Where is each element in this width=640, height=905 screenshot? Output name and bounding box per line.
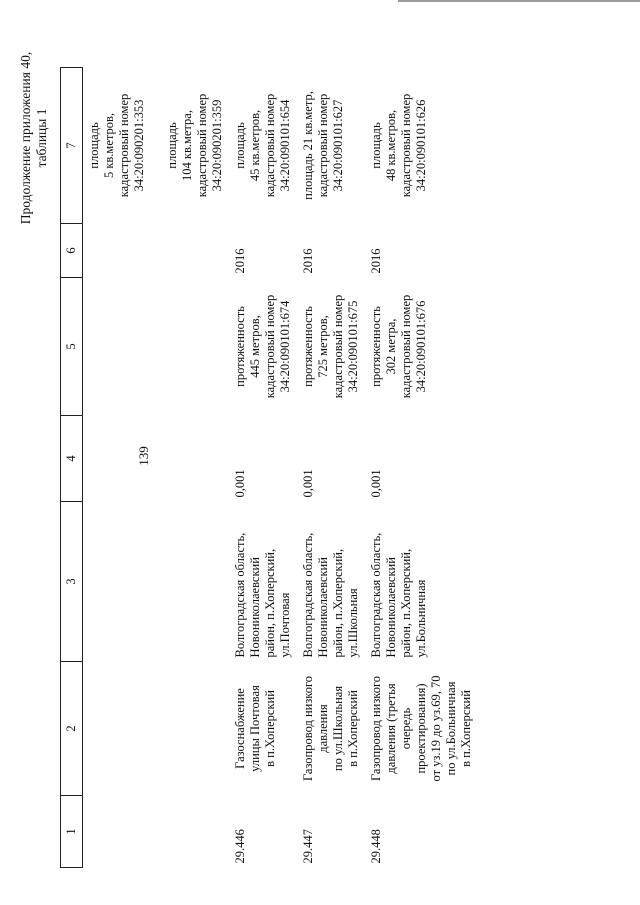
table-row xyxy=(229,68,297,868)
object-address xyxy=(229,502,297,662)
text-line: кадастровый номер xyxy=(263,93,277,198)
row-number: 29.447 xyxy=(301,829,315,864)
header-row xyxy=(61,68,83,868)
object-length xyxy=(365,278,478,416)
object-year: 2016 xyxy=(369,248,383,274)
text-line: Газопровод низкого xyxy=(301,675,315,782)
caption xyxy=(18,8,50,268)
text-line: 34:20:090101:627 xyxy=(331,99,345,192)
text-line: кадастровый номер xyxy=(117,93,131,198)
object-address xyxy=(297,502,365,662)
table-row xyxy=(365,68,478,868)
text-line: 34:20:090101:676 xyxy=(414,300,428,393)
text-line: район, п.Хоперский, xyxy=(399,548,413,658)
text-line: давления xyxy=(316,704,330,753)
text-line: Новониколаевский xyxy=(316,557,330,658)
text-line: кадастровый номер xyxy=(316,93,330,198)
text-line: площадь xyxy=(165,122,179,169)
text-line: от уз.19 до уз.69, 70 xyxy=(429,675,443,782)
text-line: протяженность xyxy=(301,306,315,387)
text-line: Новониколаевский xyxy=(384,557,398,658)
text-line: давления (третья xyxy=(384,683,398,774)
text-line: район, п.Хоперский, xyxy=(263,548,277,658)
text-line: площадь xyxy=(87,122,101,169)
object-land xyxy=(365,68,478,224)
object-length xyxy=(229,278,297,416)
text-line: улицы Почтовая xyxy=(248,685,262,772)
object-value: 0,001 xyxy=(301,469,315,498)
text-line: 34:20:090101:675 xyxy=(346,300,360,393)
object-name xyxy=(297,662,365,796)
rotated-page xyxy=(12,8,592,868)
text-line: кадастровый номер xyxy=(195,93,209,198)
text-line: 34:20:090201:359 xyxy=(210,99,224,192)
text-line: протяженность xyxy=(369,306,383,387)
text-line: Волгоградская область, xyxy=(301,532,315,658)
object-value: 0,001 xyxy=(233,469,247,498)
text-line: 34:20:090201:353 xyxy=(132,99,146,192)
header-cell: 1 xyxy=(61,796,83,868)
text-line: 725 метров, xyxy=(316,315,330,378)
text-line: Волгоградская область, xyxy=(233,532,247,658)
text-line: площадь 21 кв.метр, xyxy=(301,91,315,200)
text-line: кадастровый номер xyxy=(263,294,277,399)
text-line: Новониколаевский xyxy=(248,557,262,658)
object-year: 2016 xyxy=(233,248,247,274)
object-land xyxy=(297,68,365,224)
caption-line-1: Продолжение приложения 40, xyxy=(18,51,33,225)
text-line: 45 кв.метров, xyxy=(248,109,262,182)
text-line: в п.Хоперский xyxy=(459,690,473,767)
text-line: 104 кв.метра, xyxy=(180,110,194,181)
text-line: район, п.Хоперский, xyxy=(331,548,345,658)
text-line: проектирования) xyxy=(414,683,428,774)
text-line: 34:20:090101:626 xyxy=(414,99,428,192)
table-row xyxy=(297,68,365,868)
text-line: 5 кв.метров, xyxy=(102,112,116,179)
top-rule xyxy=(398,0,640,2)
header-cell: 6 xyxy=(61,224,83,278)
text-line: кадастровый номер xyxy=(399,93,413,198)
text-line: в п.Хоперский xyxy=(346,690,360,767)
object-value: 0,001 xyxy=(369,469,383,498)
text-line: кадастровый номер xyxy=(331,294,345,399)
text-line: 34:20:090101:674 xyxy=(278,300,292,393)
text-line: кадастровый номер xyxy=(399,294,413,399)
object-land xyxy=(229,68,297,224)
object-name xyxy=(365,662,478,796)
object-length xyxy=(297,278,365,416)
header-cell: 3 xyxy=(61,502,83,662)
text-line: 445 метров, xyxy=(248,315,262,378)
header-cell: 5 xyxy=(61,278,83,416)
text-line: 48 кв.метров, xyxy=(384,109,398,182)
text-line: протяженность xyxy=(233,306,247,387)
header-cell: 2 xyxy=(61,662,83,796)
header-cell: 4 xyxy=(61,416,83,502)
text-line: очередь xyxy=(399,707,413,750)
page-number: 139 xyxy=(136,446,151,466)
text-line: Волгоградская область, xyxy=(369,532,383,658)
object-address xyxy=(365,502,478,662)
continuation-land-cell xyxy=(83,68,230,224)
text-line: 34:20:090101:654 xyxy=(278,99,292,192)
text-line: площадь xyxy=(233,122,247,169)
caption-line-2: таблицы 1 xyxy=(34,108,49,168)
text-line: 302 метра, xyxy=(384,318,398,375)
text-line: в п.Хоперский xyxy=(263,690,277,767)
property-table xyxy=(60,67,478,868)
object-year: 2016 xyxy=(301,248,315,274)
text-line: ул.Школьная xyxy=(346,588,360,658)
text-line: Газопровод низкого xyxy=(369,675,383,782)
text-line: площадь xyxy=(369,122,383,169)
row-number: 29.448 xyxy=(369,829,383,864)
text-line: по ул.Больничная xyxy=(444,681,458,776)
row-number: 29.446 xyxy=(233,829,247,864)
text-line: Газоснабжение xyxy=(233,688,247,769)
text-line: ул.Почтовая xyxy=(278,592,292,658)
object-name xyxy=(229,662,297,796)
text-line: по ул.Школьная xyxy=(331,685,345,772)
text-line: ул.Больничная xyxy=(414,579,428,658)
continuation-row xyxy=(83,68,230,868)
header-cell: 7 xyxy=(61,68,83,224)
